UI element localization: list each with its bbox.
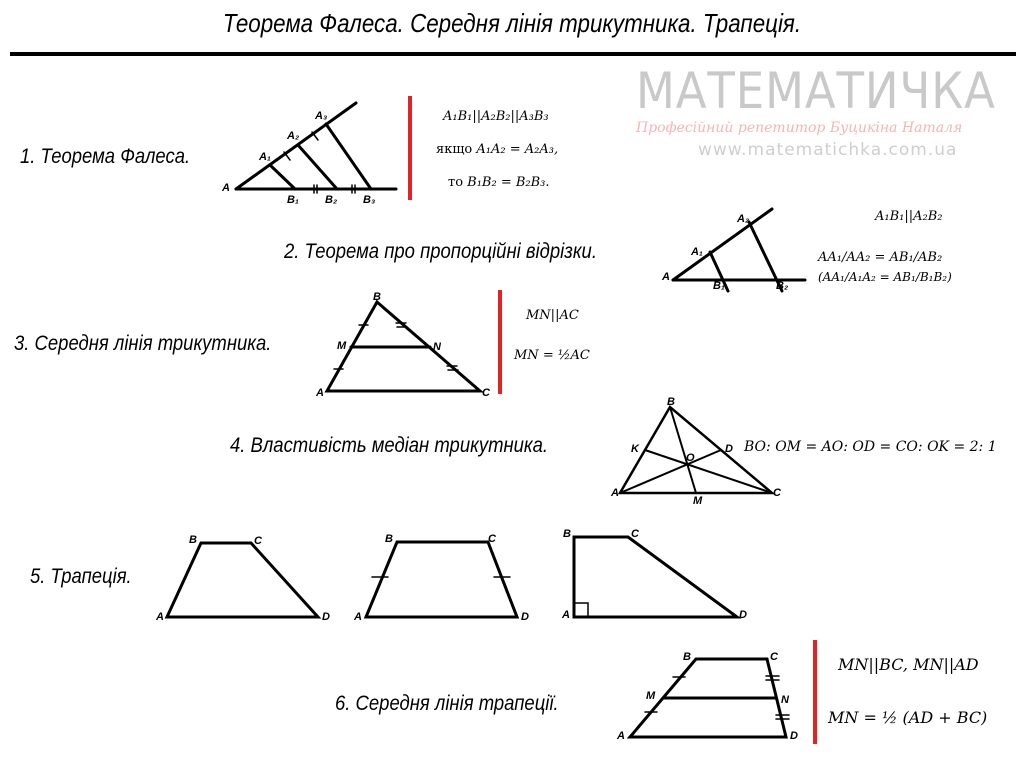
label-mid-a: A — [316, 387, 324, 399]
formula-math: B₁B₂ = B₂B₃. — [467, 175, 550, 190]
label-trap1-d: D — [322, 611, 330, 623]
figure-isosceles-trapezoid — [366, 542, 517, 617]
heading-medians: 4. Властивість медіан трикутника. — [230, 434, 549, 457]
label-trap2-c: C — [488, 533, 496, 545]
trapezoid-general — [167, 543, 318, 617]
label-thales-b1: B₁ — [287, 194, 299, 206]
label-trap3-a: A — [562, 609, 570, 621]
label-med-a: A — [611, 487, 619, 499]
label-trap6-a: A — [617, 730, 625, 742]
page-title: Теорема Фалеса. Середня лінія трикутника. Трапеція. — [222, 8, 802, 38]
label-trap6-m: M — [646, 690, 656, 702]
label-trap2-b: B — [385, 533, 393, 545]
trapezoid-isosceles — [366, 542, 517, 617]
watermark-url: www.matematichka.com.ua — [698, 140, 958, 160]
trapezoid-right — [574, 537, 737, 617]
formula-proportional-parallel: A₁B₁||A₂B₂ — [875, 209, 943, 224]
label-trap1-b: B — [189, 534, 197, 546]
label-thales-b2: B₂ — [325, 194, 338, 206]
median-ck — [645, 450, 772, 493]
label-trap3-b: B — [563, 528, 571, 540]
formula-proportional-ratio: AA₁/AA₂ = AB₁/AB₂ — [818, 250, 943, 265]
prop-upper-ray — [673, 209, 772, 280]
heading-trapezoid: 5. Трапеція. — [30, 565, 132, 588]
label-med-c: C — [773, 487, 781, 499]
label-med-o: O — [686, 452, 695, 464]
formula-thales-parallel: A₁B₁||A₂B₂||A₃B₃ — [443, 109, 549, 124]
formula-proportional-alt: (AA₁/A₁A₂ = AB₁/B₁B₂) — [818, 270, 952, 284]
label-mid-n: N — [433, 341, 441, 353]
label-thales-a: A — [222, 182, 230, 194]
label-prop-a: A — [662, 271, 670, 283]
label-trap1-c: C — [254, 535, 262, 547]
formula-midline-length: MN = ½AC — [514, 348, 590, 363]
label-med-k: K — [631, 443, 639, 455]
formula-math: A₁A₂ = A₂A₃, — [476, 142, 559, 157]
label-med-m: M — [693, 495, 703, 507]
label-trap2-d: D — [521, 611, 529, 623]
label-med-b: B — [667, 396, 675, 408]
thales-upper-ray — [236, 103, 356, 189]
label-trap6-c: C — [770, 651, 778, 663]
figure-triangle-midline — [327, 302, 480, 391]
label-prop-b1: B₁ — [713, 280, 725, 292]
formula-trap-midline-length: MN = ½ (AD + BC) — [828, 708, 988, 727]
right-angle-mark — [574, 603, 588, 617]
watermark-subtitle: Професійний репетитор Буцикіна Наталя — [636, 120, 963, 136]
watermark-brand: МАТЕМАТИЧКА — [636, 62, 996, 120]
formula-midline-parallel: MN||AC — [526, 308, 579, 323]
label-prop-b2: B₂ — [776, 280, 789, 292]
label-thales-b3: B₃ — [363, 194, 376, 206]
label-mid-c: C — [482, 387, 490, 399]
label-trap3-c: C — [631, 528, 639, 540]
thales-parallel-2 — [298, 145, 337, 189]
label-trap6-b: B — [683, 651, 691, 663]
formula-trap-midline-parallel: MN||BC, MN||AD — [838, 655, 979, 674]
heading-proportional: 2. Теорема про пропорційні відрізки. — [284, 240, 597, 263]
formula-word: якщо — [436, 142, 473, 157]
label-mid-b: B — [373, 291, 381, 303]
label-trap6-n: N — [781, 694, 789, 706]
figure-right-trapezoid — [574, 537, 737, 617]
formula-medians-ratio: BO: OM = AO: OD = CO: OK = 2: 1 — [744, 439, 997, 455]
figure-medians — [620, 407, 772, 493]
label-prop-a1: A₁ — [691, 246, 703, 258]
median-bm — [670, 407, 696, 493]
formula-word: то — [448, 175, 464, 190]
label-mid-m: M — [337, 340, 347, 352]
label-thales-a3: A₃ — [315, 110, 328, 122]
label-trap6-d: D — [790, 730, 798, 742]
label-trap3-d: D — [739, 609, 747, 621]
heading-midline-triangle: 3. Середня лінія трикутника. — [14, 332, 272, 355]
heading-midline-trapezoid: 6. Середня лінія трапеції. — [335, 692, 559, 715]
label-trap1-a: A — [156, 611, 164, 623]
label-prop-a2: A₂ — [737, 213, 750, 225]
thales-parallel-1 — [270, 165, 295, 189]
label-thales-a2: A₂ — [287, 130, 300, 142]
triangle-medians — [620, 407, 772, 493]
heading-thales: 1. Теорема Фалеса. — [20, 145, 191, 168]
label-med-d: D — [725, 443, 733, 455]
label-trap2-a: A — [354, 611, 362, 623]
thales-parallel-3 — [326, 124, 371, 189]
label-thales-a1: A₁ — [259, 151, 271, 163]
